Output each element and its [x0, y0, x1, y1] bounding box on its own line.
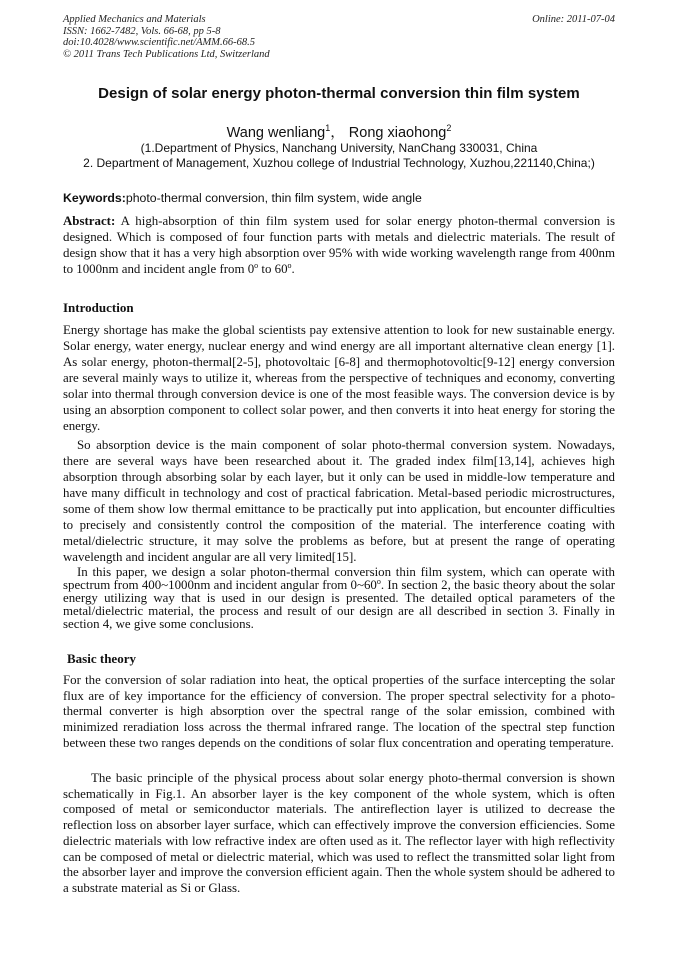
- keywords-text: photo-thermal conversion, thin film system, wide angle: [125, 191, 422, 205]
- section-heading-basic-theory: Basic theory: [67, 651, 136, 666]
- abstract: [63, 213, 615, 277]
- affiliation-1: (1.Department of Physics, Nanchang University, NanChang 330031, China: [140, 141, 538, 155]
- journal-doi: doi:10.4028/www.scientific.net/AMM.66-68.5: [63, 37, 255, 49]
- abstract-text-end: .: [291, 262, 295, 276]
- journal-copyright: © 2011 Trans Tech Publications Ltd, Switzerland: [63, 48, 270, 60]
- journal-issn: ISSN: 1662-7482, Vols. 66-68, pp 5-8: [63, 25, 221, 37]
- online-date: Online: 2011-07-04: [532, 14, 615, 25]
- basic-theory-paragraph-1: For the conversion of solar radiation into heat, the optical properties of the surface intercepting the solar flux are of key importance for the efficiency of conversion. The proper spectral selectivity for a photo-thermal converter is high absorption over the spectral range of the solar emission, combined with minimized reradiation loss across the thermal infrared range. The location of the spectral step function between these two ranges depends on the conditions of solar flux concentration and operating temperature.: [63, 673, 615, 750]
- basic-theory-paragraph-2: The basic principle of the physical process about solar energy photo-thermal conversion is shown schematically in Fig.1. An absorber layer is the key component of the whole system, which is often composed of metal or semiconductor materials. The antireflection layer is utilized to decrease the reflection loss on absorber layer surface, which can effectively improve the conversion efficiencies. Some dielectric materials with low refractive index are often used as it. The reflector layer with high reflectivity can be composed of metal or dielectric material, which was used to reflect the transmitted solar light from the absorber layer and improve the conversion efficient again. Then the whole system should be adhered to a substrate material as Si or Glass.: [63, 771, 615, 895]
- degree-mark: o: [287, 261, 292, 270]
- author-line: [0, 121, 678, 142]
- journal-header: [63, 14, 270, 60]
- degree-mark: o: [254, 261, 259, 270]
- degree-mark: o: [376, 576, 381, 586]
- author-2-affiliation-mark: 2: [446, 123, 452, 133]
- introduction-paragraph-3-text-end: . In section 2, the basic theory about the solar energy utilizing way that is used in our design is presented. The detailed optical parameters of the metal/dielectric material, the process and result of our design are all described in section 3. Finally in section 4, we give some conclusions.: [63, 577, 615, 631]
- introduction-paragraph-3-text: In this paper, we design a solar photon-thermal conversion thin film system, which can operate with spectrum from 400~1000nm and incident angular from 0~60: [63, 565, 615, 592]
- introduction-paragraph-3: [63, 566, 615, 631]
- section-heading-introduction: Introduction: [63, 300, 134, 315]
- author-separator: ，: [330, 125, 345, 141]
- paper-title: Design of solar energy photon-thermal conversion thin film system: [98, 85, 580, 102]
- keywords: [63, 191, 422, 205]
- abstract-text-mid: to 60: [258, 262, 288, 276]
- affiliation-2: 2. Department of Management, Xuzhou college of Industrial Technology, Xuzhou,221140,China;): [83, 156, 595, 170]
- keywords-label: Keywords:: [63, 191, 126, 205]
- author-1: Wang wenliang: [226, 125, 326, 141]
- abstract-label: Abstract:: [63, 214, 116, 228]
- author-1-affiliation-mark: 1: [325, 123, 331, 133]
- journal-name: Applied Mechanics and Materials: [63, 14, 206, 25]
- introduction-paragraph-2: So absorption device is the main component of solar photo-thermal conversion system. Nowadays, there are several ways have been researched about it. The graded index film[13,14], achieves high absorption through absorbing solar by each layer, but it only can be used in middle-low temperature and have many difficult in technology and cost of practical fabrication. Metal-based periodic microstructures, some of them show low thermal emittance to be practically put into application, but encounter difficulties to precisely and consistently control the composition of the material. The interference coating with metal/dielectric structure, it may solve the problems as before, but at present the range of operating wavelength and incident angular are all very limited[15].: [63, 438, 615, 564]
- author-2: Rong xiaohong: [348, 125, 447, 141]
- abstract-text: A high-absorption of thin film system used for solar energy photon-thermal conversion is designed. Which is composed of four function parts with metals and dielectric materials. The result of design show that it has a very high absorption over 95% with wide working wavelength range from 400nm to 1000nm and incident angle from 0: [63, 214, 615, 276]
- introduction-paragraph-1: Energy shortage has make the global scientists pay extensive attention to look for new sustainable energy. Solar energy, water energy, nuclear energy and wind energy are all important alternative clean energy [1]. As solar energy, photon-thermal[2-5], photovoltaic [6-8] and thermophotovoltic[9-12] energy conversion are several mainly ways to utilize it, whereas from the perspective of techniques and economy, converting solar into thermal through conversion device is one of the most feasible ways. The conversion device is by using an absorption component to collect solar power, and then converts it into heat energy for storing the energy.: [63, 323, 615, 433]
